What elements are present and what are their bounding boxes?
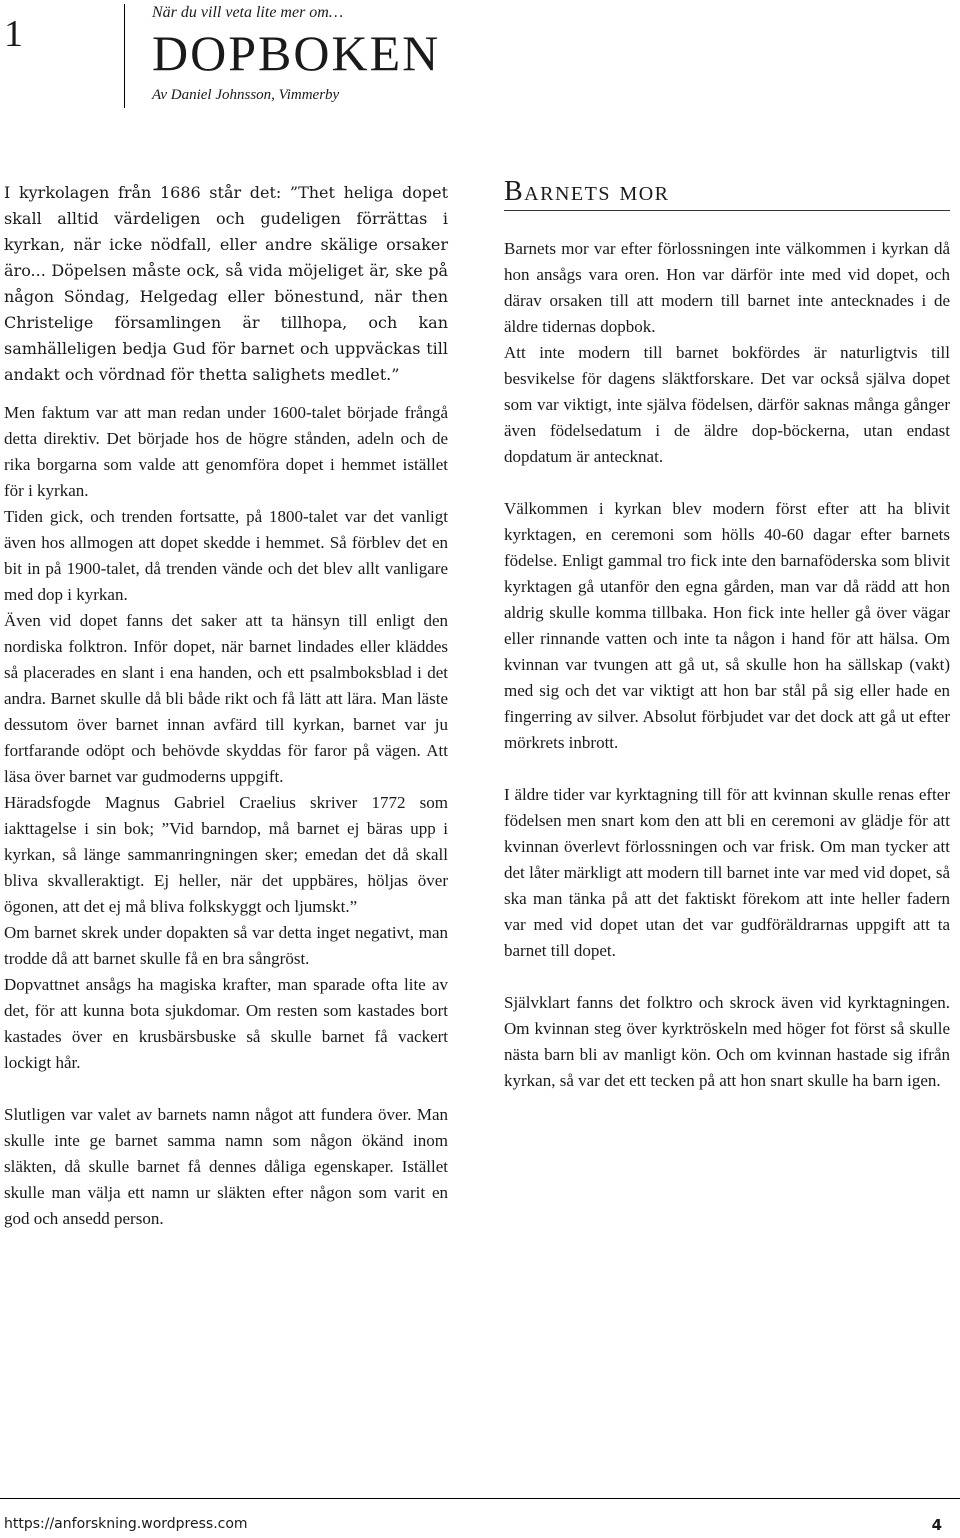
author-byline: Av Daniel Johnsson, Vimmerby (152, 87, 340, 103)
paragraph: Tiden gick, och trenden fortsatte, på 1800-talet var det vanligt även hos allmogen att dopet skedde i hemmet. Så förblev det en bit in på 1900-talet, då trenden vände och det blev allt vanligare med dop i kyrkan. (4, 507, 448, 604)
paragraph: Även vid dopet fanns det saker att ta hänsyn till enligt den nordiska folktron. Inför dopet, när barnet lindades eller kläddes så placerades en slant i ena handen, och ett psalmboksblad i det andra. Barnet skulle då bli både rikt och få lätt att lära. Man läste dessutom över barnet innan avfärd till kyrkan, barnet var ju fortfarande odöpt och behövde skyddas för faror på vägen. Att läsa över barnet var gudmoderns uppgift. (4, 611, 448, 786)
chapter-number: 1 (4, 13, 23, 55)
paragraph: Men faktum var att man redan under 1600-talet började frångå detta direktiv. Det började hos de högre stånden, adeln och de rika borgarna som valde att genomföra dopet i hemmet istället för i kyrkan. (4, 403, 448, 500)
paragraph: Barnets mor var efter förlossningen inte välkommen i kyrkan då hon ansågs vara oren. Hon var därför inte med vid dopet, och därav orsaken till att modern till barnet inte antecknades i de äldre tidernas dopbok. (504, 239, 950, 336)
paragraph: Att inte modern till barnet bokfördes är naturligtvis till besvikelse för dagens släktforskare. Det var också själva dopet som var viktigt, inte själva födelsen, därför saknas många gånger även födelsedatum i de äldre dop-böckerna, utan endast dopdatum är antecknat. (504, 343, 950, 466)
page-title: DOPBOKEN (152, 25, 441, 81)
left-column (4, 180, 448, 1232)
paragraph: Häradsfogde Magnus Gabriel Craelius skriver 1772 som iakttagelse i sin bok; ”Vid barndop, må barnet ej bäras upp i kyrkan, så länge sammanringningen sker; emedan det då skall bliva skvalleraktigt. Ej heller, när det uppbäres, höljas över ögonen, att det ej må bliva folkskyggt och ljumskt.” (4, 793, 448, 916)
header-kicker: När du vill veta lite mer om… (152, 4, 344, 21)
footer-divider (0, 1498, 960, 1499)
paragraph: Självklart fanns det folktro och skrock även vid kyrktagningen. Om kvinnan steg över kyrktröskeln med höger fot först så skulle nästa barn bli av manligt kön. Och om kvinnan hastade sig ifrån kyrkan, så var det ett tecken på att hon snart skulle ha barn igen. (504, 993, 950, 1090)
paragraph: Dopvattnet ansågs ha magiska krafter, man sparade ofta lite av det, för att kunna bota sjukdomar. Om resten som kastades bort kastades över en krusbärsbuske så skulle barnet få vackert lockigt hår. (4, 975, 448, 1072)
right-column (504, 236, 950, 1094)
paragraph-church-law-quote: I kyrkolagen från 1686 står det: ”Thet heliga dopet skall alltid värdeligen och gudeligen förrättas i kyrkan, när icke nödfall, eller andre skälige orsaker äro... Döpelsen måste ock, så vida möjeliget är, ske på någon Söndag, Helgedag eller bönestund, när then Christelige församlingen är tillhopa, och kan samhälleligen bedja Gud för barnet och uppväckas till andakt och vördnad för thetta salighets medlet.” (4, 183, 448, 384)
header-divider (124, 4, 125, 108)
section-heading: Barnets mor (504, 176, 950, 211)
paragraph: I äldre tider var kyrktagning till för att kvinnan skulle renas efter födelsen men snart kom den att bli en ceremoni av glädje för att kvinnan överlevt förlossningen och var frisk. Om man tycker att det låter märkligt att modern till barnet inte var med vid dopet, så ska man tänka på att det faktiskt förekom att inte heller fadern var med vid dopet utan det var gudföräldrarnas uppgift att ta barnet till dopet. (504, 785, 950, 960)
paragraph: Slutligen var valet av barnets namn något att fundera över. Man skulle inte ge barnet samma namn som någon ökänd inom släkten, då skulle barnet få dennes dåliga egenskaper. Istället skulle man välja ett namn ur släkten efter någon som varit en god och ansedd person. (4, 1105, 448, 1228)
paragraph: Välkommen i kyrkan blev modern först efter att ha blivit kyrktagen, en ceremoni som hölls 40-60 dagar efter barnets födelse. Enligt gammal tro fick inte den barnaföderska som blivit kyrktagen gå utanför den egna gården, man var då rädd att hon aldrig skulle komma tillbaka. Hon fick inte heller gå över vägar eller rinnande vatten och inte ta någon i hand för att hälsa. Om kvinnan var tvungen att gå ut, så skulle hon ha sällskap (vakt) med sig och det var viktigt att hon bar stål på sig eller hade en fingerring av silver. Absolut förbjudet var det dock att gå ut efter mörkrets inbrott. (504, 499, 950, 752)
footer-link[interactable]: https://anforskning.wordpress.com (4, 1516, 248, 1532)
paragraph: Om barnet skrek under dopakten så var detta inget negativt, man trodde då att barnet skulle få en bra sångröst. (4, 923, 448, 968)
footer-page-number: 4 (931, 1516, 942, 1534)
